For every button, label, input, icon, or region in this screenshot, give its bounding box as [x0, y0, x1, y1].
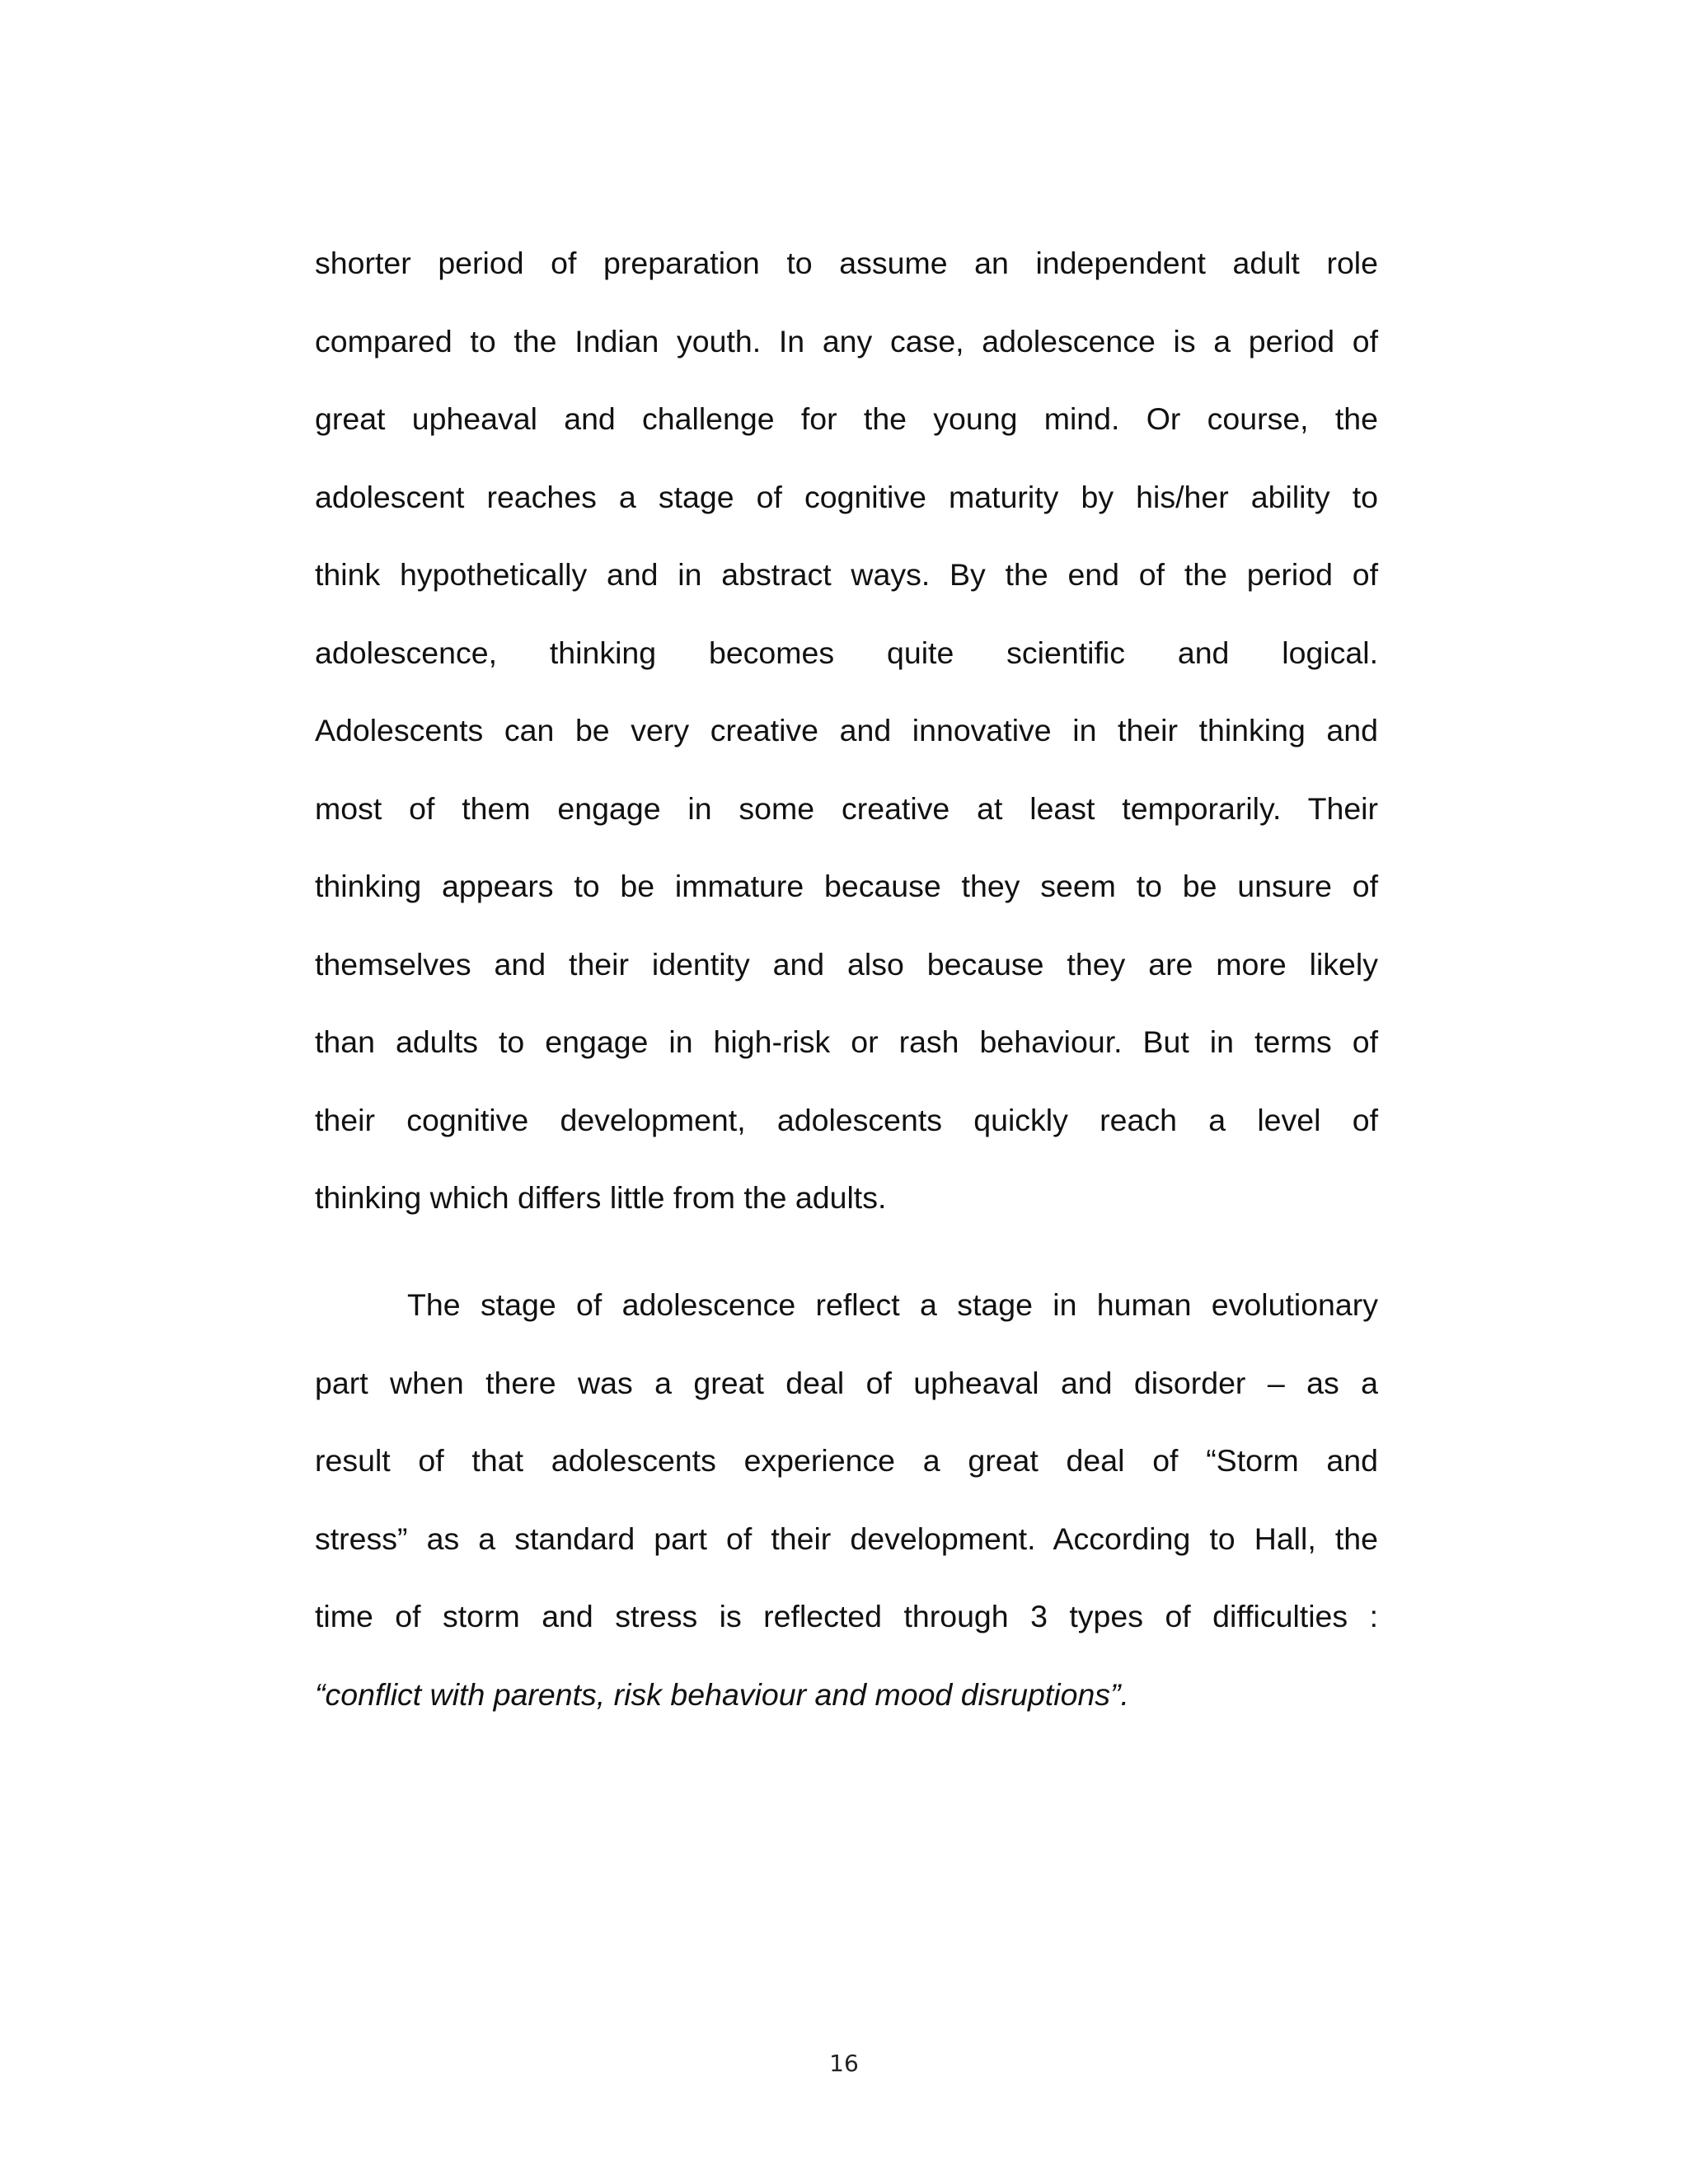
text-line: part when there was a great deal of upheaval and disorder – as a	[315, 1365, 1378, 1400]
text-line: most of them engage in some creative at least temporarily. Their	[315, 790, 1378, 826]
text-line: their cognitive development, adolescents quickly reach a level of	[315, 1102, 1378, 1137]
paragraph-2	[315, 1266, 1378, 1733]
paragraph-1	[315, 224, 1378, 1237]
text-line: great upheaval and challenge for the young mind. Or course, the	[315, 401, 1378, 436]
text-line: Adolescents can be very creative and innovative in their thinking and	[315, 713, 1378, 748]
text-line: time of storm and stress is reflected through 3 types of difficulties :	[315, 1599, 1378, 1633]
text-line: thinking which differs little from the adults.	[315, 1180, 887, 1215]
text-line: adolescent reaches a stage of cognitive maturity by his/her ability to	[315, 479, 1378, 514]
text-line: The stage of adolescence reflect a stage in human evolutionary	[407, 1287, 1378, 1322]
text-line: think hypothetically and in abstract ways. By the end of the period of	[315, 557, 1378, 592]
text-line: stress” as a standard part of their development. According to Hall, the	[315, 1521, 1378, 1556]
page-number: 16	[829, 2050, 859, 2077]
text-line: than adults to engage in high-risk or rash behaviour. But in terms of	[315, 1024, 1378, 1059]
text-line: thinking appears to be immature because they seem to be unsure of	[315, 869, 1378, 903]
italic-quote-line: “conflict with parents, risk behaviour and mood disruptions”.	[315, 1676, 1129, 1712]
text-line: adolescence, thinking becomes quite scientific and logical.	[315, 635, 1378, 670]
text-line: themselves and their identity and also because they are more likely	[315, 946, 1378, 982]
text-line: shorter period of preparation to assume an independent adult role	[315, 246, 1378, 280]
text-line: result of that adolescents experience a great deal of “Storm and	[315, 1443, 1378, 1478]
text-line: compared to the Indian youth. In any case, adolescence is a period of	[315, 323, 1378, 359]
